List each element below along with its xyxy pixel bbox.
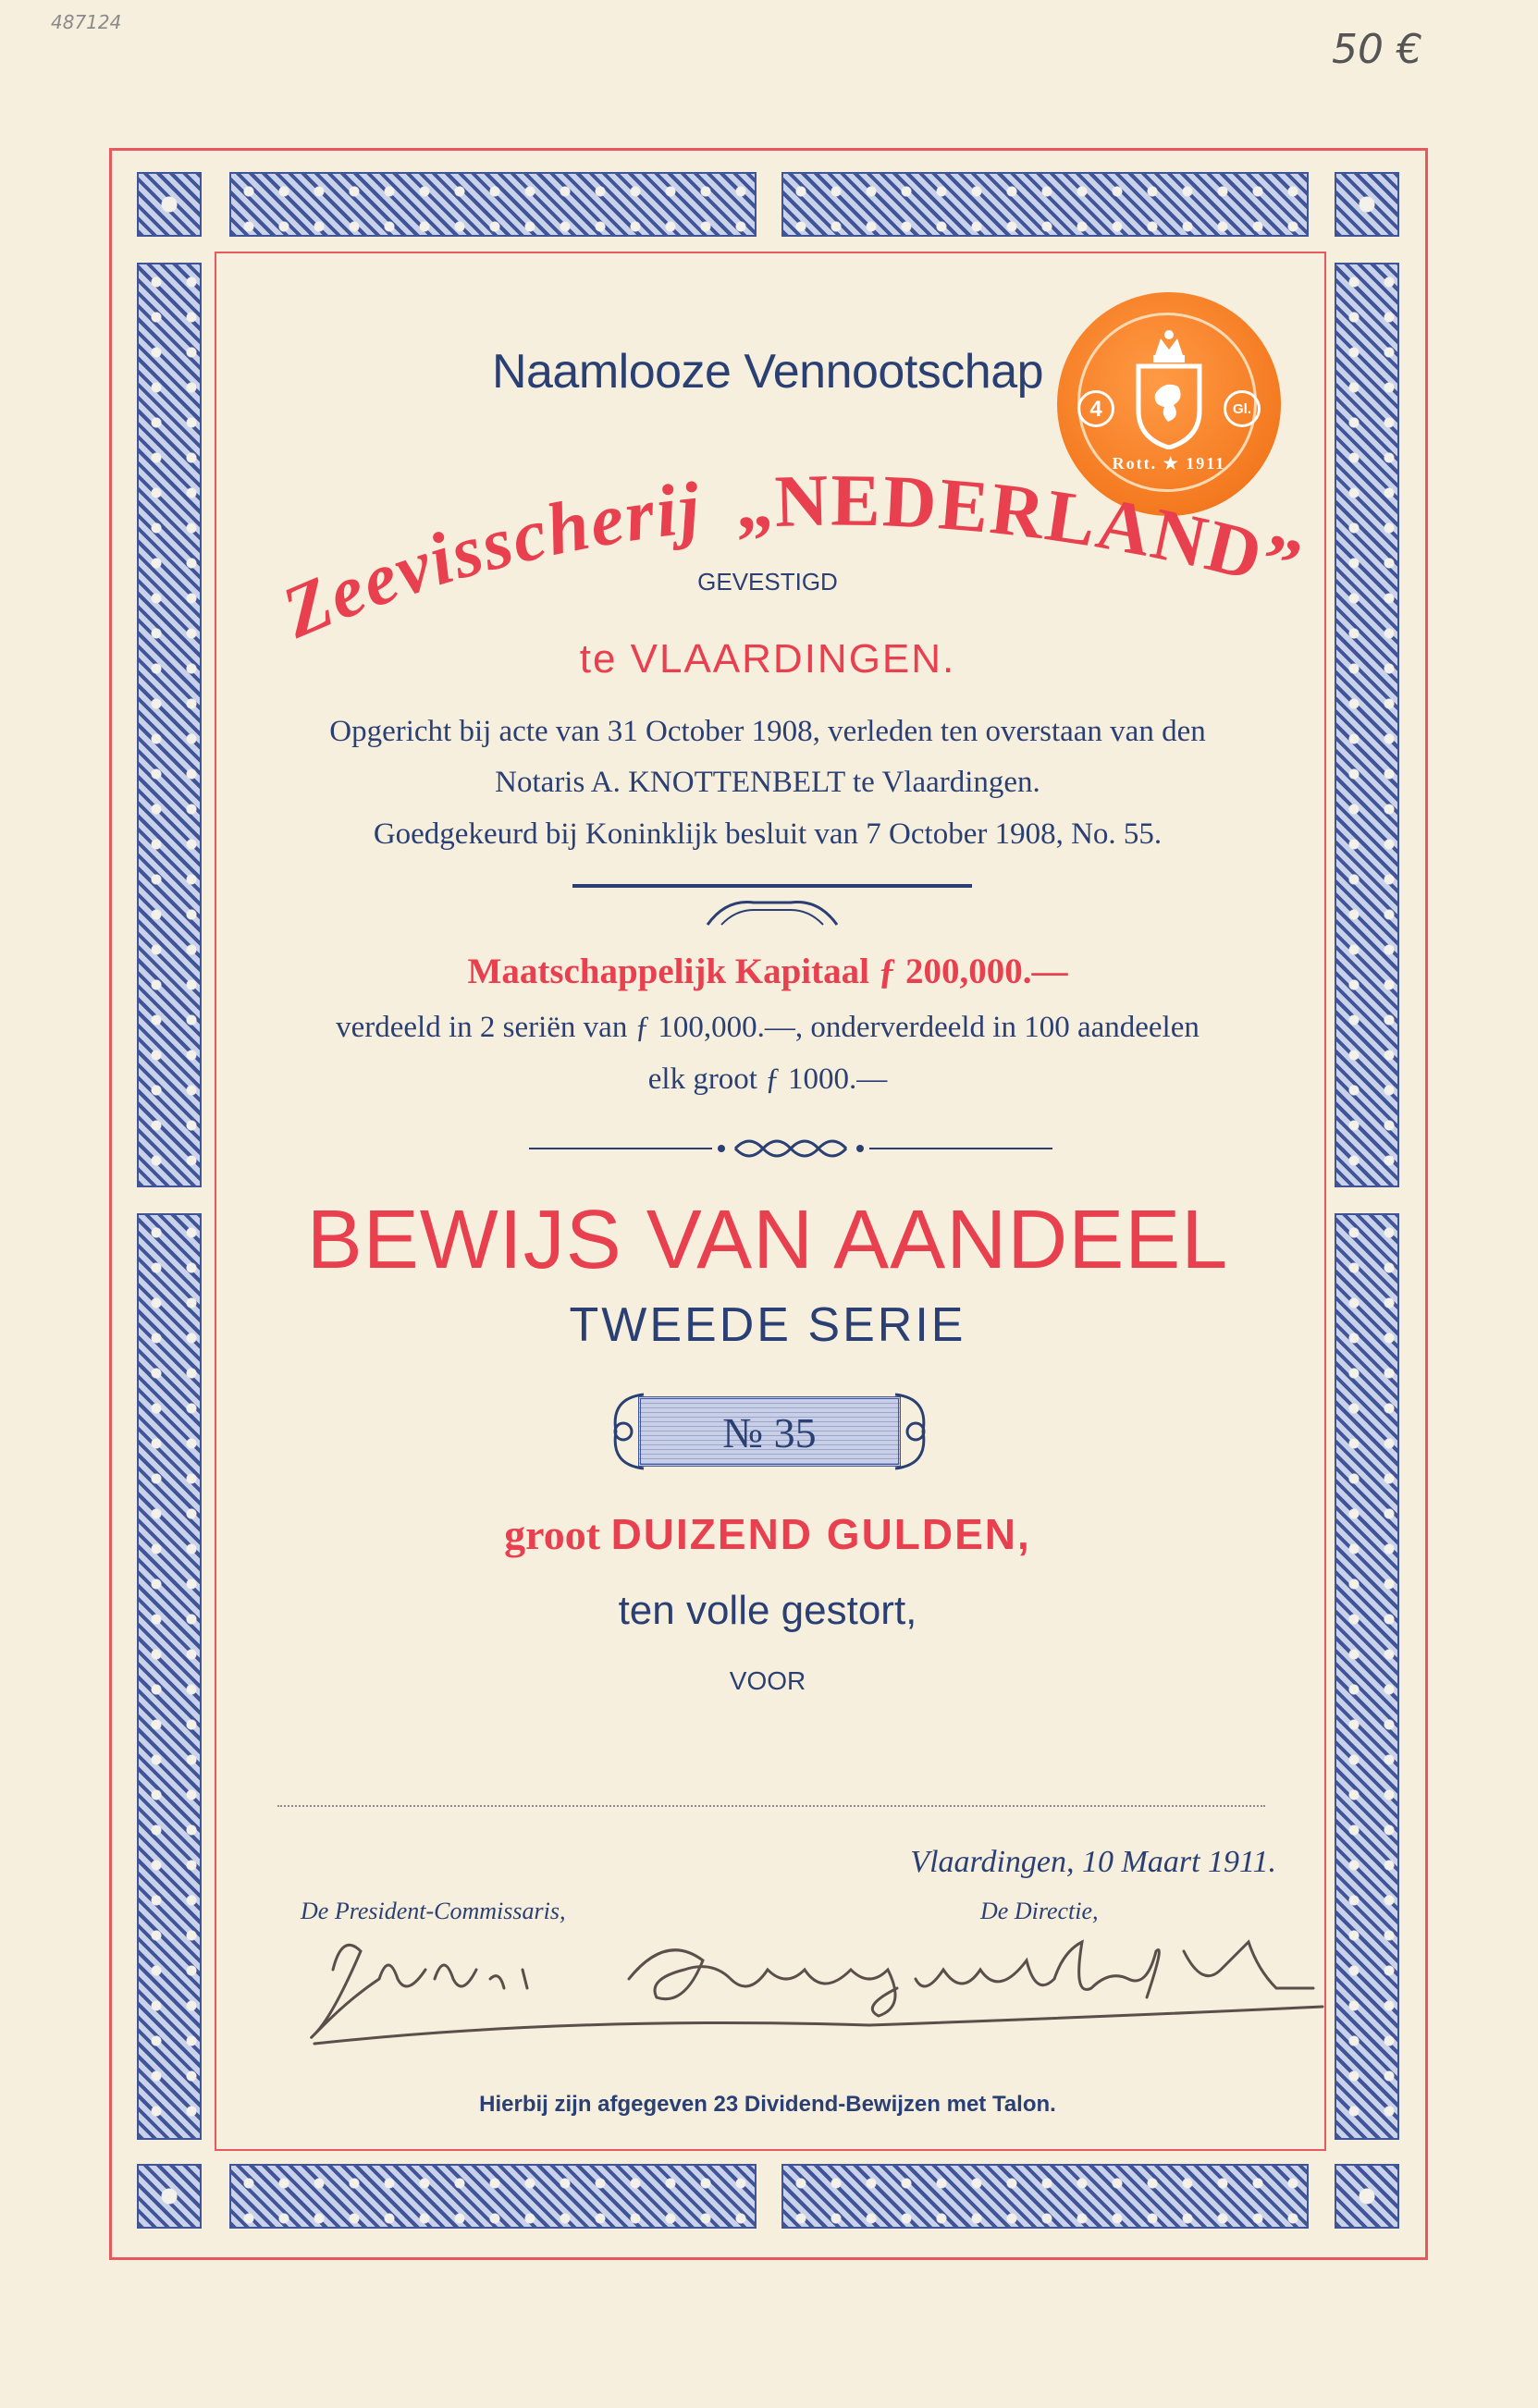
president-commissaris-label: De President-Commissaris, xyxy=(301,1898,566,1924)
signatures-handwritten xyxy=(296,1914,1341,2053)
share-value-amount: DUIZEND GULDEN, xyxy=(610,1510,1031,1558)
border-band-bottom-left xyxy=(229,2164,757,2229)
border-band-right-upper xyxy=(1335,263,1399,1187)
founding-line-2: Notaris A. KNOTTENBELT te Vlaardingen. xyxy=(495,766,1040,799)
founding-line-3: Goedgekeurd bij Koninklijk besluit van 7 October 1908, No. 55. xyxy=(373,817,1163,851)
divider-ornament-2 xyxy=(527,1130,1054,1167)
company-name-prefix: Zeevisscherij xyxy=(271,467,706,655)
dividend-note: Hierbij zijn afgegeven 23 Dividend-Bewijzen met Talon. xyxy=(479,2092,1056,2117)
share-number: № 35 xyxy=(722,1409,817,1456)
founding-line-1: Opgericht bij acte van 31 October 1908, verleden ten overstaan van den xyxy=(329,715,1206,748)
capital-line-2: elk groot ƒ 1000.— xyxy=(647,1063,888,1096)
holder-name-line xyxy=(277,1805,1265,1807)
location: te VLAARDINGEN. xyxy=(579,636,956,682)
certificate-title: BEWIJS VAN AANDEEL xyxy=(306,1194,1229,1286)
company-name-arc xyxy=(222,398,1313,666)
border-band-top-right xyxy=(781,172,1309,237)
divider-ornament-1 xyxy=(569,878,976,934)
stamp-value-left: 4 xyxy=(1077,390,1114,427)
border-band-left-upper xyxy=(137,263,202,1187)
gevestigd-label: GEVESTIGD xyxy=(697,568,838,596)
corner-ornament-top-left xyxy=(137,172,202,237)
paid-in-full: ten volle gestort, xyxy=(618,1588,917,1633)
corner-ornament-bottom-right xyxy=(1335,2164,1399,2229)
voor-label: VOOR xyxy=(729,1666,806,1695)
company-type: Naamlooze Vennootschap xyxy=(491,345,1044,399)
share-value-prefix: groot xyxy=(504,1511,601,1558)
stamp-arc-text: Rott. ★ 1911 xyxy=(1112,454,1226,473)
company-name-main: „NEDERLAND” xyxy=(732,460,1310,608)
stamp-value-right: Gl. xyxy=(1224,390,1261,427)
share-number-box xyxy=(638,1396,901,1467)
border-band-left-lower xyxy=(137,1213,202,2140)
certificate-series: TWEEDE SERIE xyxy=(569,1298,966,1352)
directie-label: De Directie, xyxy=(980,1898,1099,1924)
border-band-top-left xyxy=(229,172,757,237)
corner-ornament-top-right xyxy=(1335,172,1399,237)
number-box-scroll-right xyxy=(890,1387,936,1476)
pencil-note-price: 50 € xyxy=(1332,26,1422,73)
border-band-right-lower xyxy=(1335,1213,1399,2140)
share-value xyxy=(277,1509,1258,1559)
pencil-note-top-left: 487124 xyxy=(51,11,122,33)
place-date: Vlaardingen, 10 Maart 1911. xyxy=(910,1845,1276,1879)
svg-text:Zeevisscherij „NEDERLAND xyxy=(270,461,1310,655)
capital-line-1: verdeeld in 2 seriën van ƒ 100,000.—, onderverdeeld in 100 aandeelen xyxy=(336,1011,1200,1044)
corner-ornament-bottom-left xyxy=(137,2164,202,2229)
border-band-bottom-right xyxy=(781,2164,1309,2229)
capital-title: Maatschappelijk Kapitaal ƒ 200,000.— xyxy=(467,952,1068,991)
